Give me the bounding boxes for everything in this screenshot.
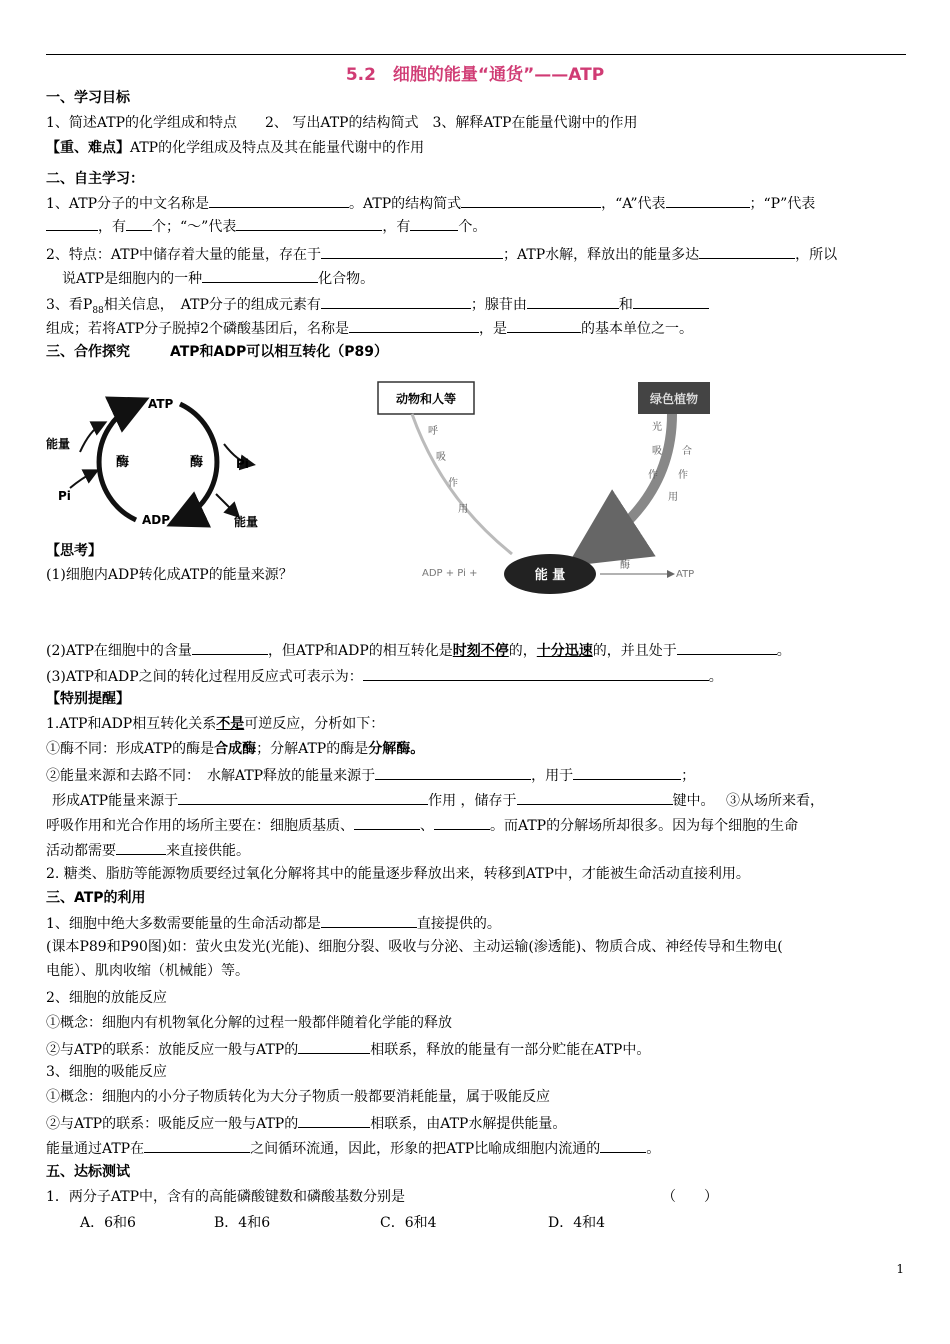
key-text: ATP的化学组成及特点及其在能量代谢中的作用 <box>130 140 425 156</box>
blank[interactable] <box>461 193 601 208</box>
blank[interactable] <box>236 216 382 231</box>
blank[interactable] <box>633 294 709 309</box>
atp-adp-cycle-diagram <box>40 382 280 542</box>
blank[interactable] <box>321 294 471 309</box>
q2-line1: 2、特点：ATP中储存着大量的能量，存在于 ；ATP水解，释放出的能量多达 ，所以 <box>46 244 837 264</box>
energy-source-diagram <box>372 378 712 600</box>
think-q3: (3)ATP和ADP之间的转化过程用反应式可表示为： 。 <box>46 666 723 686</box>
blank[interactable] <box>666 193 750 208</box>
svg-text:合: 合 <box>682 446 692 457</box>
answer-bracket[interactable]: （ ） <box>662 1189 718 1205</box>
blank[interactable] <box>375 765 531 780</box>
blank[interactable] <box>349 318 479 333</box>
blank[interactable] <box>354 815 420 830</box>
blank[interactable] <box>410 216 458 231</box>
blank[interactable] <box>677 640 777 655</box>
q1-line2: ，有 个；“～”代表 ，有 个。 <box>46 216 486 236</box>
section-heading-explore: 三、合作探究 ATP和ADP可以相互转化（P89） <box>46 344 389 360</box>
svg-text:吸: 吸 <box>652 446 662 457</box>
blank[interactable] <box>527 294 619 309</box>
blank[interactable] <box>363 666 709 681</box>
svg-text:光: 光 <box>652 422 662 433</box>
q3-line2: 组成；若将ATP分子脱掉2个磷酸基团后，名称是 ，是 的基本单位之一。 <box>46 318 693 338</box>
remind-energy-source: ②能量来源和去路不同： 水解ATP释放的能量来源于 ，用于 ； <box>46 765 695 785</box>
blank[interactable] <box>507 318 581 333</box>
usage-p1: 1、细胞中绝大多数需要能量的生命活动都是 直接提供的。 <box>46 913 501 933</box>
blank[interactable] <box>298 1039 370 1054</box>
option-d[interactable]: D．4和4 <box>548 1215 606 1231</box>
blank[interactable] <box>573 765 681 780</box>
energy-label-out: 能量 <box>234 515 259 529</box>
usage-p6: ②与ATP的联系：放能反应一般与ATP的 相联系，释放的能量有一部分贮能在ATP中。 <box>46 1039 650 1059</box>
usage-p8: ①概念：细胞内的小分子物质转化为大分子物质一般都要消耗能量，属于吸能反应 <box>46 1089 550 1105</box>
svg-text:用: 用 <box>458 504 468 515</box>
option-b[interactable]: B．4和6 <box>214 1215 271 1231</box>
option-a[interactable]: A．6和6 <box>80 1215 136 1231</box>
section-heading-goals: 一、学习目标 <box>46 90 130 106</box>
remind-supply: 活动都需要 来直接供能。 <box>46 840 250 860</box>
usage-p4: 2、细胞的放能反应 <box>46 990 167 1006</box>
usage-p5: ①概念：细胞内有机物氧化分解的过程一般都伴随着化学能的释放 <box>46 1015 452 1031</box>
blank[interactable] <box>116 840 166 855</box>
svg-text:呼: 呼 <box>428 426 438 437</box>
blank[interactable] <box>517 790 673 805</box>
blank[interactable] <box>144 1138 250 1153</box>
blank[interactable] <box>321 244 503 259</box>
remind-label: 【特别提醒】 <box>46 691 130 707</box>
energy-label-in: 能量 <box>46 437 71 451</box>
blank[interactable] <box>434 815 490 830</box>
usage-p9: ②与ATP的联系：吸能反应一般与ATP的 相联系，由ATP水解提供能量。 <box>46 1113 566 1133</box>
section-heading-test: 五、达标测试 <box>46 1164 130 1180</box>
remind-formation: 形成ATP能量来源于 作用 ，储存于 键中。 ③从场所来看， <box>52 790 824 810</box>
page-number: 1 <box>896 1262 904 1276</box>
blank[interactable] <box>202 268 318 283</box>
blank[interactable] <box>298 1113 370 1128</box>
remind-1: 1.ATP和ADP相互转化关系不是可逆反应，分析如下： <box>46 716 385 732</box>
usage-p2: (课本P89和P90图)如：萤火虫发光(光能)、细胞分裂、吸收与分泌、主动运输(渗透能)、物质合成、神经传导和生物电( <box>46 939 783 955</box>
test-q1: 1．两分子ATP中，含有的高能磷酸键数和磷酸基数分别是 <box>46 1189 406 1205</box>
blank[interactable] <box>699 244 795 259</box>
blank[interactable] <box>178 790 428 805</box>
blank[interactable] <box>321 913 417 928</box>
remind-enzyme: ①酶不同：形成ATP的酶是合成酶；分解ATP的酶是分解酶。 <box>46 741 425 757</box>
svg-text:吸: 吸 <box>436 452 446 463</box>
usage-p3: 电能）、肌肉收缩（机械能）等。 <box>46 963 249 979</box>
key-points <box>46 139 424 157</box>
page-title: 5.2 细胞的能量“通货”——ATP <box>345 65 605 85</box>
think-label: 【思考】 <box>46 543 102 559</box>
usage-p10: 能量通过ATP在 之间循环流通，因此，形象的把ATP比喻成细胞内流通的 。 <box>46 1138 660 1158</box>
svg-text:ATP: ATP <box>676 569 695 580</box>
svg-text:作: 作 <box>648 470 658 481</box>
key-label: 【重、难点】 <box>46 140 130 156</box>
adp-pi-label: ADP + Pi + <box>422 568 478 579</box>
svg-text:酶: 酶 <box>620 560 630 571</box>
enzyme-label-left: 酶 <box>116 455 130 470</box>
remind-2: 2. 糖类、脂肪等能源物质要经过氧化分解将其中的能量逐步释放出来，转移到ATP中，才能被生命活动直接利用。 <box>46 866 750 882</box>
enzyme-label-right: 酶 <box>190 455 204 470</box>
pi-label-out: Pi <box>236 457 249 471</box>
section-heading-self-study: 二、自主学习： <box>46 171 144 187</box>
svg-text:作: 作 <box>448 478 458 489</box>
svg-text:绿色植物: 绿色植物 <box>649 392 699 406</box>
pi-label-in: Pi <box>58 489 71 503</box>
blank[interactable] <box>192 640 268 655</box>
svg-text:用: 用 <box>668 492 678 503</box>
blank[interactable] <box>209 193 349 208</box>
option-c[interactable]: C．6和4 <box>380 1215 437 1231</box>
top-rule <box>46 54 906 55</box>
adp-label: ADP <box>142 513 171 527</box>
section-heading-usage: 三、ATP的利用 <box>46 890 146 906</box>
section-subheading: ATP和ADP可以相互转化（P89） <box>170 344 389 360</box>
blank[interactable] <box>126 216 152 231</box>
q1-line1: 1、ATP分子的中文名称是 。ATP的结构简式 ，“A”代表 ；“P”代表 <box>46 193 815 213</box>
q2-line2: 说ATP是细胞内的一种 化合物。 <box>62 268 374 288</box>
blank[interactable] <box>600 1138 646 1153</box>
think-q1: (1)细胞内ADP转化成ATP的能量来源？ <box>46 567 293 583</box>
usage-p7: 3、细胞的吸能反应 <box>46 1064 167 1080</box>
goals-text: 1、简述ATP的化学组成和特点 2、 写出ATP的结构简式 3、解释ATP在能量代谢中的作用 <box>46 115 638 131</box>
q3-line1: 3、看$P_{88}$相关信息， ATP分子的组成元素有 ；腺苷由 和 <box>46 294 709 320</box>
remind-site: 呼吸作用和光合作用的场所主要在：细胞质基质、 、 。而ATP的分解场所却很多。因为每个细胞的生命 <box>46 815 798 835</box>
atp-label: ATP <box>148 397 174 411</box>
think-q2: (2)ATP在细胞中的含量 ，但ATP和ADP的相互转化是时刻不停的，十分迅速的，并且处于 。 <box>46 640 791 660</box>
svg-text:动物和人等: 动物和人等 <box>395 392 457 406</box>
blank[interactable] <box>46 216 98 231</box>
svg-text:作: 作 <box>678 470 688 481</box>
svg-text:能 量: 能 量 <box>534 568 566 583</box>
